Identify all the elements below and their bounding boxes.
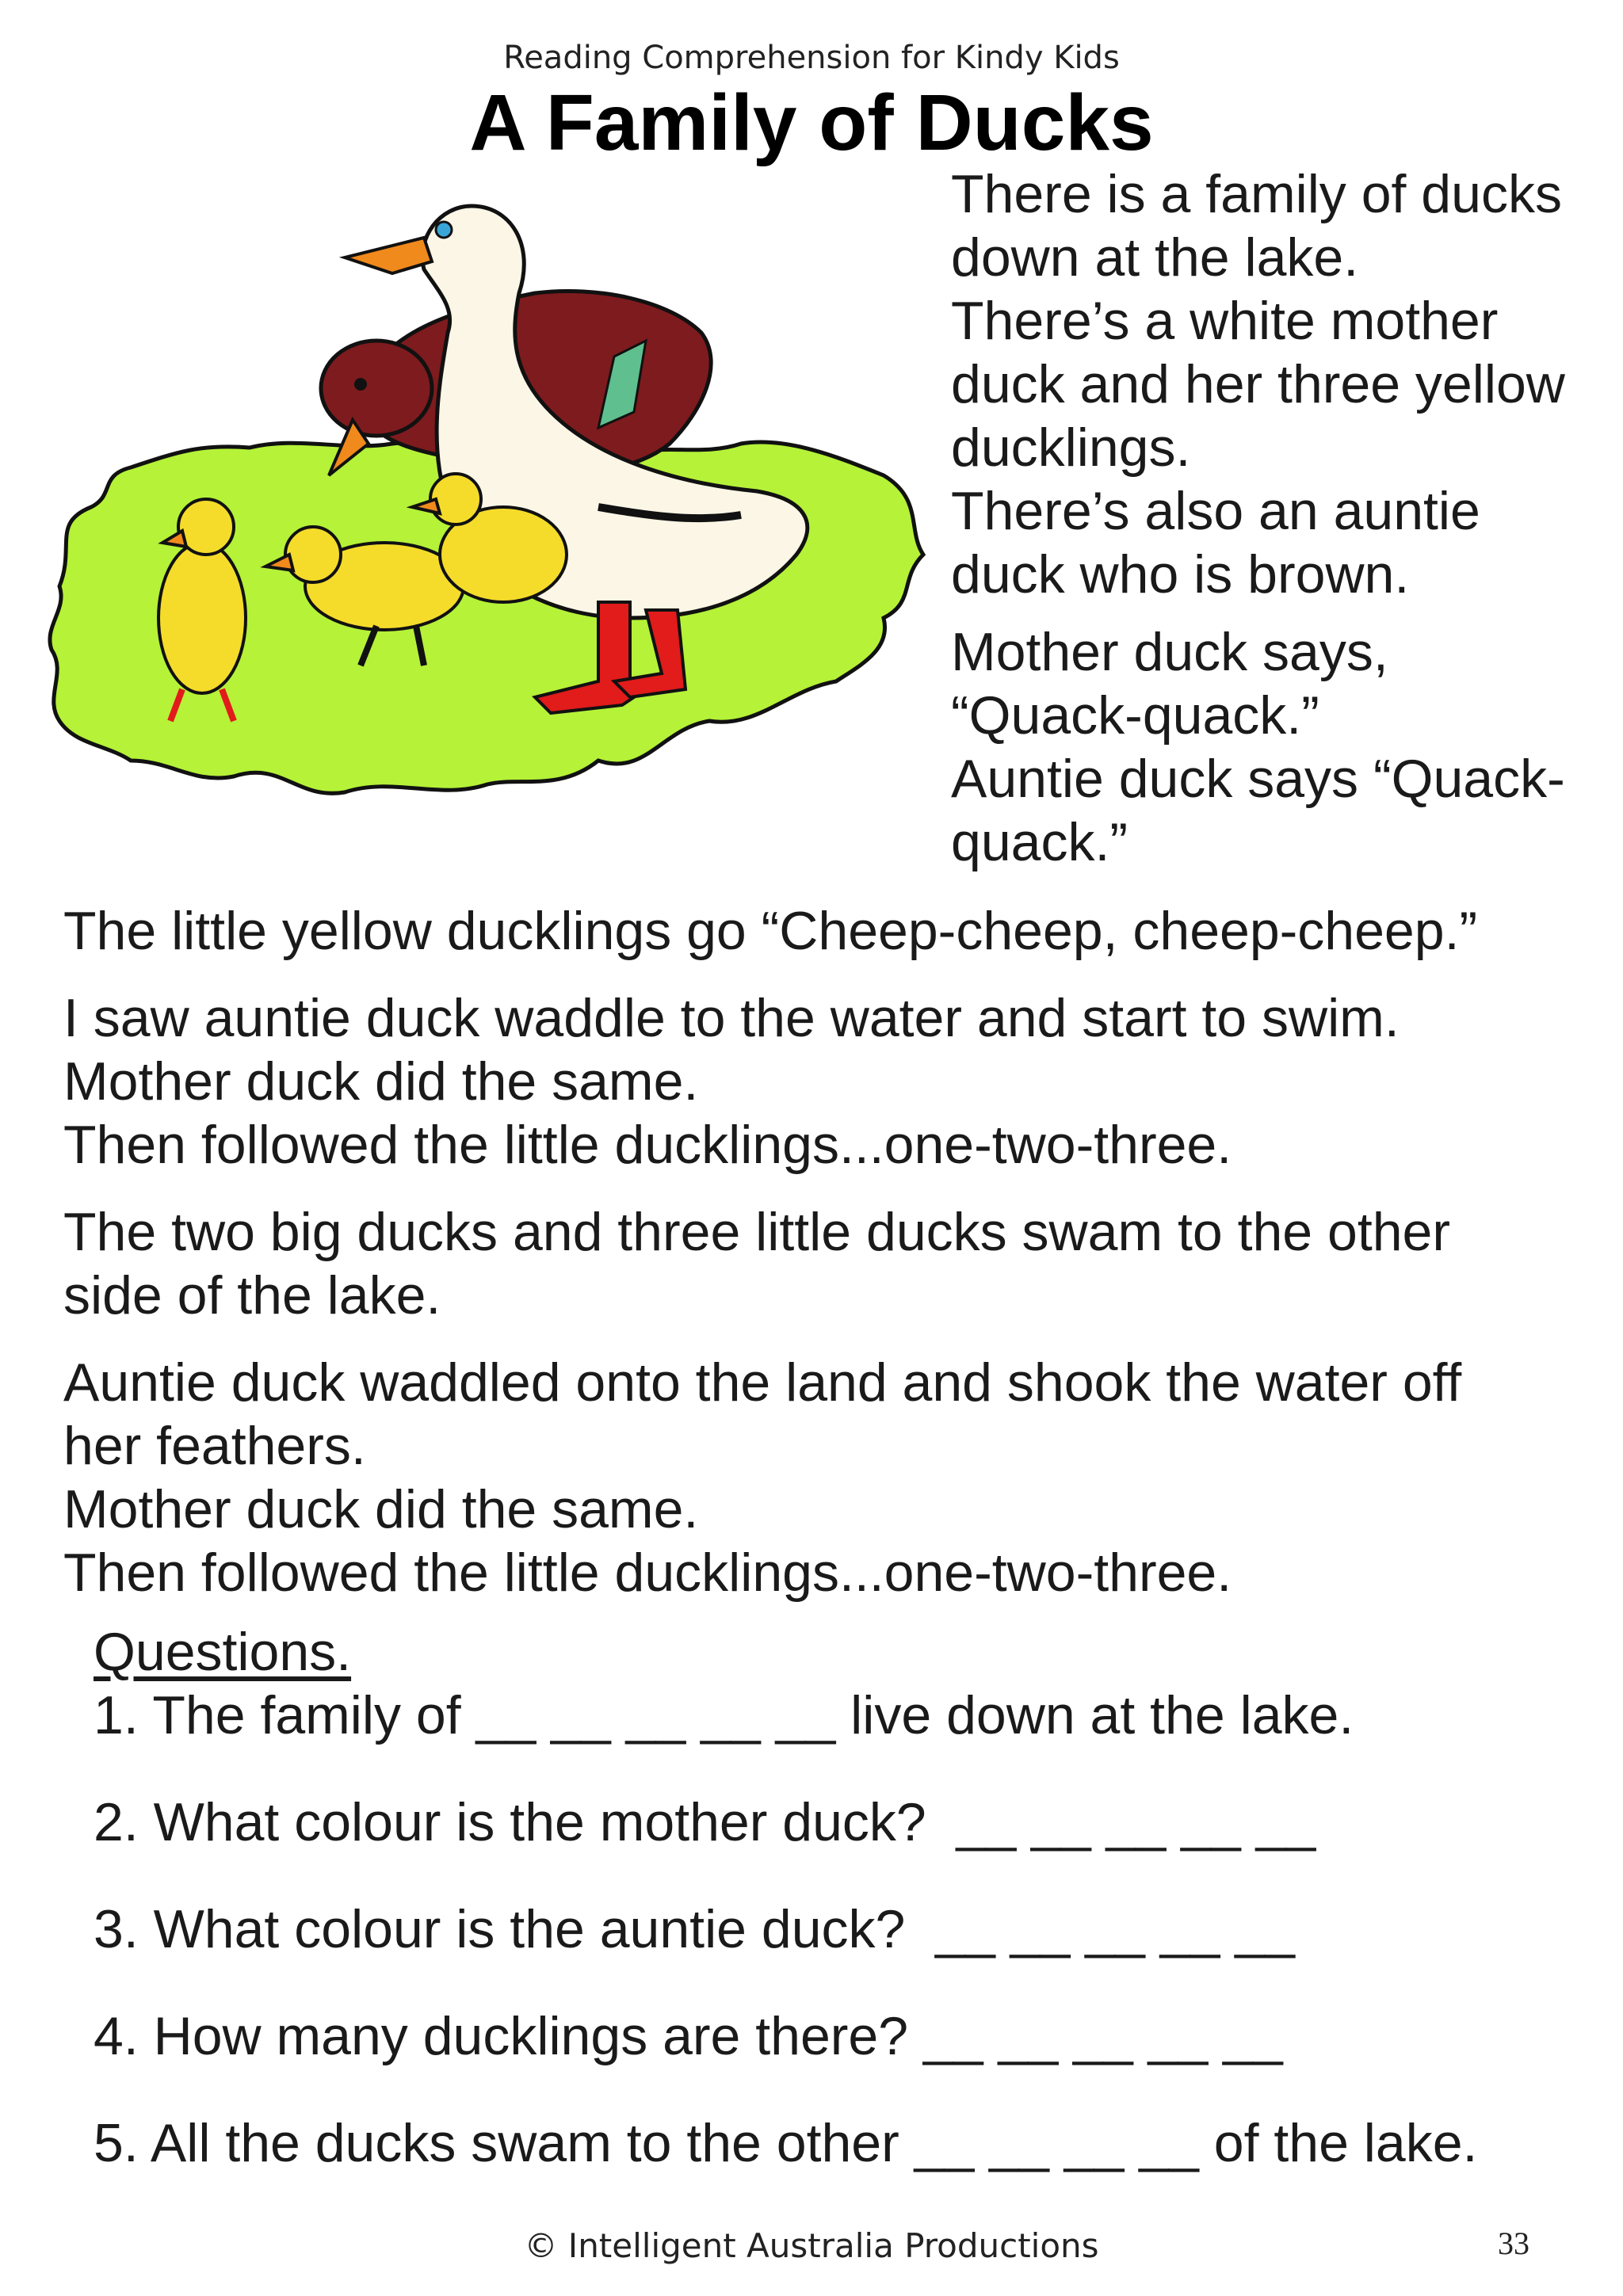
question-1 bbox=[94, 1684, 1583, 1747]
story-line: I saw auntie duck waddle to the water and start to swim. bbox=[63, 988, 1400, 1048]
question-4 bbox=[94, 2004, 1583, 2068]
question-text: live down at the lake. bbox=[835, 1685, 1354, 1745]
worksheet-series-title: Reading Comprehension for Kindy Kids bbox=[503, 40, 1120, 76]
auntie-duck-eye bbox=[354, 378, 367, 391]
intro-line: duck who is brown. bbox=[951, 544, 1410, 605]
story-line: Mother duck did the same. bbox=[63, 1051, 699, 1112]
answer-blanks[interactable]: __ __ __ __ bbox=[914, 2113, 1199, 2173]
intro-line: Mother duck says, bbox=[951, 622, 1388, 682]
intro-paragraph-1 bbox=[951, 162, 1593, 606]
duck-family-illustration bbox=[44, 174, 935, 824]
intro-line: ducklings. bbox=[951, 418, 1191, 478]
intro-line: “Quack-quack.” bbox=[951, 685, 1319, 746]
story-paragraph-2 bbox=[63, 986, 1593, 1177]
questions-heading: Questions. bbox=[94, 1622, 352, 1682]
question-text: 1. The family of bbox=[94, 1685, 476, 1745]
story-line: The little yellow ducklings go “Cheep-cheep, cheep-cheep.” bbox=[63, 901, 1478, 961]
story-line: Then followed the little ducklings...one-two-three. bbox=[63, 1543, 1232, 1603]
story-line: The two big ducks and three little ducks swam to the other bbox=[63, 1202, 1451, 1262]
question-2 bbox=[94, 1791, 1583, 1854]
answer-blanks[interactable]: __ __ __ __ __ bbox=[956, 1792, 1316, 1852]
mother-duck-eye bbox=[436, 222, 452, 238]
intro-text bbox=[951, 162, 1593, 888]
story-paragraph-1 bbox=[63, 899, 1593, 963]
story-line: her feathers. bbox=[63, 1416, 366, 1476]
story-text bbox=[63, 899, 1593, 1628]
questions-section bbox=[94, 1620, 1583, 2175]
intro-line: down at the lake. bbox=[951, 227, 1359, 288]
story-line: Mother duck did the same. bbox=[63, 1479, 699, 1539]
page-title: A Family of Ducks bbox=[469, 78, 1154, 167]
question-text: 5. All the ducks swam to the other bbox=[94, 2113, 915, 2173]
answer-blanks[interactable]: __ __ __ __ __ bbox=[475, 1685, 836, 1745]
intro-line: There’s a white mother bbox=[951, 291, 1499, 351]
story-paragraph-3 bbox=[63, 1200, 1593, 1327]
copyright-footer: © Intelligent Australia Productions bbox=[524, 2226, 1099, 2265]
story-line: side of the lake. bbox=[63, 1265, 441, 1325]
question-text: of the lake. bbox=[1198, 2113, 1478, 2173]
story-line: Auntie duck waddled onto the land and shook the water off bbox=[63, 1352, 1462, 1413]
intro-line: There’s also an auntie bbox=[951, 481, 1480, 541]
answer-blanks[interactable]: __ __ __ __ __ bbox=[922, 2006, 1283, 2066]
intro-paragraph-2 bbox=[951, 620, 1593, 874]
intro-line: duck and her three yellow bbox=[951, 354, 1565, 414]
question-3 bbox=[94, 1897, 1583, 1961]
answer-blanks[interactable]: __ __ __ __ __ bbox=[935, 1899, 1295, 1959]
auntie-duck-head bbox=[321, 341, 432, 436]
story-paragraph-4 bbox=[63, 1351, 1593, 1604]
intro-line: Auntie duck says “Quack- bbox=[951, 749, 1565, 809]
story-line: Then followed the little ducklings...one-two-three. bbox=[63, 1115, 1232, 1175]
page-number: 33 bbox=[1498, 2225, 1529, 2261]
question-text: 2. What colour is the mother duck? bbox=[94, 1792, 957, 1852]
mother-duck-beak bbox=[345, 238, 432, 273]
intro-line: quack.” bbox=[951, 812, 1128, 872]
intro-line: There is a family of ducks bbox=[951, 164, 1562, 224]
question-text: 3. What colour is the auntie duck? bbox=[94, 1899, 936, 1959]
question-text: 4. How many ducklings are there? bbox=[94, 2006, 923, 2066]
question-5 bbox=[94, 2111, 1583, 2175]
